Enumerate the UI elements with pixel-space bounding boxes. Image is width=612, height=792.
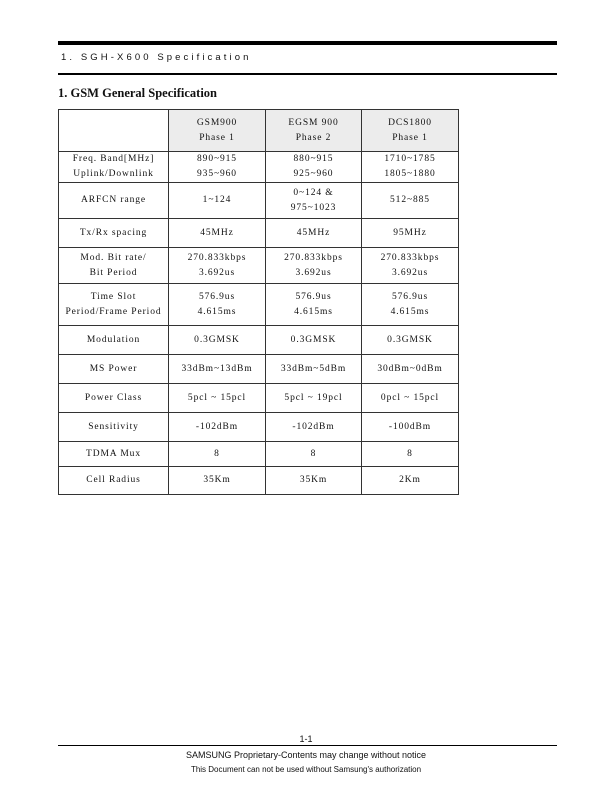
column-header-line: GSM900 [196, 117, 238, 128]
table-row [59, 248, 459, 284]
row-label-line: Uplink/Downlink [73, 169, 154, 179]
table-cell-line: 4.615ms [294, 306, 333, 317]
table-cell-line: 5pcl ~ 19pcl [284, 392, 343, 403]
row-label [59, 183, 169, 219]
table-cell-line: 576.9us [198, 291, 236, 302]
row-label-line: Period/Frame Period [65, 306, 162, 317]
table-header-row [59, 110, 459, 152]
row-label-line: Freq. Band[MHz] [72, 154, 155, 164]
table-cell-line: 270.833kbps [187, 252, 247, 263]
table-cell-line: 4.615ms [197, 306, 237, 317]
row-label [59, 326, 169, 355]
table-row [59, 219, 459, 248]
table-cell [169, 284, 266, 326]
table-cell [266, 152, 362, 183]
row-label [59, 467, 169, 495]
table-row [59, 467, 459, 495]
table-cell-line: 576.9us [391, 291, 429, 302]
table-cell-line: 880~915 [293, 154, 334, 164]
column-header [266, 110, 362, 152]
table-cell [266, 355, 362, 384]
table-cell [169, 467, 266, 495]
table-cell [266, 384, 362, 413]
table-cell-line: 925~960 [293, 169, 334, 179]
row-label [59, 219, 169, 248]
table-cell [266, 183, 362, 219]
table-cell [362, 413, 459, 442]
table-cell-line: 95MHz [393, 227, 427, 238]
table-row [59, 183, 459, 219]
table-cell [362, 219, 459, 248]
table-cell-line: 0~124 & [293, 187, 334, 198]
row-label-line: Tx/Rx spacing [79, 227, 148, 238]
table-cell-line: 33dBm~5dBm [280, 363, 347, 374]
page-number: 1-1 [299, 734, 313, 744]
column-header-line: EGSM 900 [288, 117, 339, 128]
row-label [59, 284, 169, 326]
table-cell-line: 4.615ms [390, 306, 430, 317]
table-cell-line: 0pcl ~ 15pcl [380, 392, 440, 403]
table-cell [169, 442, 266, 467]
table-cell-line: 270.833kbps [284, 252, 343, 263]
column-header [169, 110, 266, 152]
table-cell [362, 183, 459, 219]
table-cell [169, 152, 266, 183]
table-cell-line: 512~885 [390, 195, 430, 205]
table-cell [266, 248, 362, 284]
row-label [59, 248, 169, 284]
table-cell-line: 5pcl ~ 15pcl [187, 392, 247, 403]
table-cell-line: 3.692us [295, 267, 332, 278]
table-cell-line: 35Km [203, 475, 231, 485]
column-header-line: Phase 2 [295, 132, 332, 143]
table-cell-line: 45MHz [200, 227, 234, 238]
row-label-line: Modulation [86, 334, 141, 345]
table-cell-line: 3.692us [198, 267, 236, 278]
column-header-line: DCS1800 [388, 117, 432, 128]
table-cell [266, 442, 362, 467]
row-label [59, 384, 169, 413]
table-cell-line: 45MHz [296, 227, 331, 238]
row-label [59, 442, 169, 467]
column-header-line: Phase 1 [392, 132, 428, 143]
table-cell-line: 33dBm~13dBm [181, 363, 253, 374]
row-label-line: Mod. Bit rate/ [80, 252, 147, 263]
table-cell-line: 975~1023 [290, 202, 337, 213]
row-label [59, 152, 169, 183]
table-cell [266, 219, 362, 248]
table-row [59, 284, 459, 326]
table-cell [362, 284, 459, 326]
row-label-line: Power Class [84, 392, 143, 403]
section-title: 1. GSM General Specification [58, 86, 218, 100]
row-label-line: Time Slot [90, 291, 137, 302]
row-label-line: Bit Period [89, 267, 138, 278]
table-cell [266, 413, 362, 442]
table-row [59, 152, 459, 183]
table-cell [362, 326, 459, 355]
table-cell-line: 270.833kbps [380, 252, 440, 263]
footer-authorization: This Document can not be used without Samsung's authorization [190, 765, 422, 774]
table-cell-line: 2Km [399, 475, 421, 485]
top-rule [58, 41, 557, 45]
corner-cell [59, 110, 169, 152]
column-header [362, 110, 459, 152]
running-header: 1. SGH-X600 Specification [61, 52, 252, 63]
column-header-line: Phase 1 [199, 132, 235, 143]
table-cell [266, 467, 362, 495]
gsm-spec-table [58, 109, 459, 495]
table-cell-line: 1~124 [202, 195, 232, 205]
table-cell [169, 248, 266, 284]
table-cell [169, 326, 266, 355]
table-cell-line: 0.3GMSK [387, 334, 433, 345]
table-cell-line: 935~960 [197, 169, 237, 179]
table-cell-line: 1805~1880 [384, 169, 436, 179]
table-cell [266, 326, 362, 355]
table-cell-line: 35Km [299, 475, 328, 485]
table-cell-line: 3.692us [391, 267, 429, 278]
table-cell-line: -102dBm [195, 421, 239, 432]
table-cell-line: 576.9us [295, 291, 332, 302]
table-cell [169, 219, 266, 248]
table-cell-line: 0.3GMSK [194, 334, 240, 345]
table-cell [169, 183, 266, 219]
table-cell [169, 384, 266, 413]
table-cell [362, 467, 459, 495]
table-cell [362, 355, 459, 384]
table-cell [169, 413, 266, 442]
table-cell-line: -100dBm [388, 421, 432, 432]
row-label-line: Sensitivity [88, 421, 139, 432]
row-label-line: MS Power [89, 363, 138, 374]
row-label-line: ARFCN range [80, 195, 147, 205]
table-cell [362, 442, 459, 467]
table-cell-line: 1710~1785 [384, 154, 436, 164]
table-cell-line: 8 [310, 448, 317, 459]
row-label [59, 355, 169, 384]
table-cell [362, 248, 459, 284]
row-label-line: Cell Radius [86, 475, 141, 485]
table-cell-line: 890~915 [197, 154, 237, 164]
table-cell [169, 355, 266, 384]
table-row [59, 384, 459, 413]
table-cell-line: 8 [214, 448, 220, 459]
table-cell [362, 152, 459, 183]
row-label-line: TDMA Mux [86, 448, 141, 459]
row-label [59, 413, 169, 442]
footer-notice: SAMSUNG Proprietary-Contents may change without notice [185, 750, 427, 760]
table-cell [266, 284, 362, 326]
table-row [59, 413, 459, 442]
table-cell-line: 30dBm~0dBm [377, 363, 443, 374]
table-cell [362, 384, 459, 413]
table-cell-line: 0.3GMSK [290, 334, 337, 345]
table-row [59, 355, 459, 384]
header-rule [58, 73, 557, 75]
table-cell-line: 8 [407, 448, 413, 459]
table-row [59, 326, 459, 355]
table-cell-line: -102dBm [292, 421, 335, 432]
footer-rule [58, 745, 557, 746]
table-row [59, 442, 459, 467]
